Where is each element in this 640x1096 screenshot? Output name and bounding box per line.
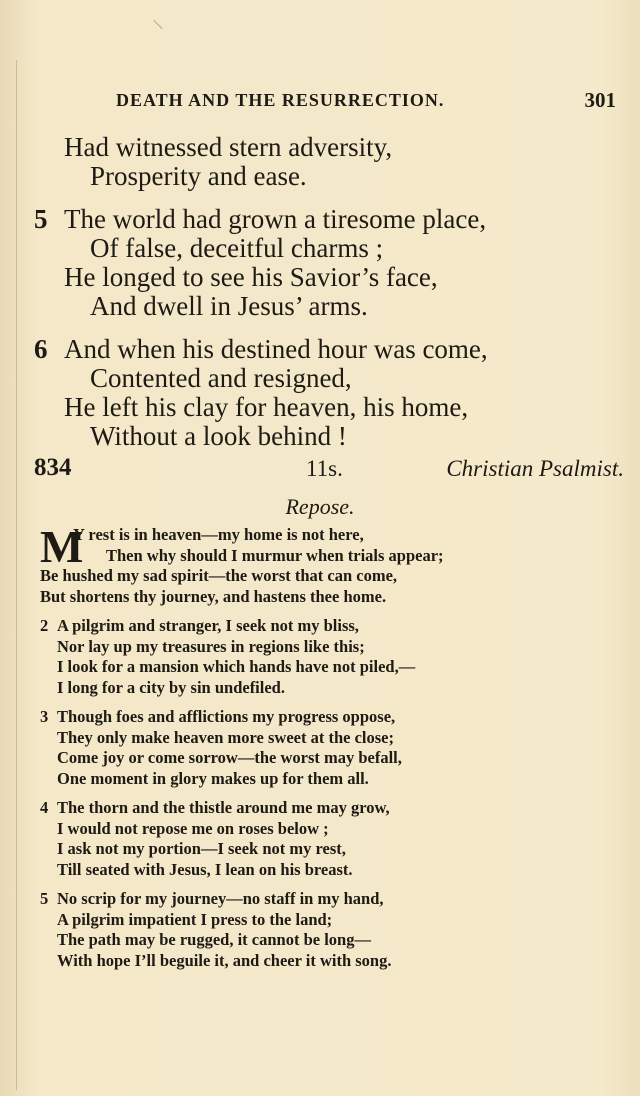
verse-line: Nor lay up my treasures in regions like this; xyxy=(57,636,365,656)
verse-number: 5 xyxy=(40,889,49,908)
hymn-title: Repose. xyxy=(285,494,355,519)
verse-line: Without a look behind ! xyxy=(90,421,347,451)
verse-line: The path may be rugged, it cannot be long— xyxy=(57,930,371,949)
hymn-number: 834 xyxy=(34,454,72,481)
running-head: DEATH AND THE RESURRECTION. xyxy=(116,90,445,110)
hymn-heading xyxy=(34,454,624,486)
hymn-meter: 11s. xyxy=(306,456,343,481)
previous-hymn-verses xyxy=(34,133,624,465)
verse-line: And dwell in Jesus’ arms. xyxy=(90,291,368,321)
verse-line: Though foes and afflictions my progress oppose, xyxy=(57,707,396,726)
verse-line: Y rest is in heaven—my home is not here, xyxy=(73,525,364,544)
verse xyxy=(40,521,630,607)
corner-mark xyxy=(153,20,162,29)
verse-line: Till seated with Jesus, I lean on his breast. xyxy=(57,859,353,879)
verse-line: Of false, deceitful charms ; xyxy=(90,233,384,263)
verse-line: Then why should I murmur when trials appear; xyxy=(106,545,444,565)
drop-cap: M xyxy=(40,521,84,572)
verse-line: No scrip for my journey—no staff in my hand, xyxy=(57,889,384,908)
verse-number: 2 xyxy=(40,616,49,635)
verse-number: 5 xyxy=(34,204,48,234)
hymn-source: Christian Psalmist. xyxy=(446,456,624,481)
verse-line: A pilgrim and stranger, I seek not my bliss, xyxy=(57,616,359,635)
verse xyxy=(34,205,624,321)
verse-line: Come joy or come sorrow—the worst may befall, xyxy=(57,748,402,767)
verse-line: Be hushed my sad spirit—the worst that can come, xyxy=(40,566,398,585)
verse-line: Prosperity and ease. xyxy=(90,161,307,191)
page-header xyxy=(116,88,616,112)
verse-line: I would not repose me on roses below ; xyxy=(57,818,329,838)
verse-line: They only make heaven more sweet at the close; xyxy=(57,727,394,747)
verse-line: I long for a city by sin undefiled. xyxy=(57,677,285,697)
verse-line: Had witnessed stern adversity, xyxy=(64,132,393,162)
verse-line: A pilgrim impatient I press to the land; xyxy=(57,909,333,929)
verse-line: I look for a mansion which hands have not piled,— xyxy=(57,657,416,676)
verse-line: But shortens thy journey, and hastens thee home. xyxy=(40,586,387,606)
verse-line: He longed to see his Savior’s face, xyxy=(64,262,438,292)
verse-line: The thorn and the thistle around me may grow, xyxy=(57,798,390,817)
verse-number: 6 xyxy=(34,334,48,364)
page-number: 301 xyxy=(584,88,616,112)
hymn-verses xyxy=(40,521,630,980)
verse xyxy=(40,707,630,789)
verse-line: He left his clay for heaven, his home, xyxy=(64,392,469,422)
verse-line: Contented and resigned, xyxy=(90,363,352,393)
verse-line: The world had grown a tiresome place, xyxy=(64,204,487,234)
verse-number: 4 xyxy=(40,798,49,817)
verse-line: With hope I’ll beguile it, and cheer it with song. xyxy=(57,950,392,970)
verse xyxy=(34,335,624,451)
verse xyxy=(34,133,624,191)
page-edge-rule xyxy=(16,60,17,1090)
verse xyxy=(40,889,630,971)
verse-line: I ask not my portion—I seek not my rest, xyxy=(57,839,346,858)
verse-line: One moment in glory makes up for them all. xyxy=(57,768,369,788)
verse-line: And when his destined hour was come, xyxy=(64,334,488,364)
verse xyxy=(40,798,630,880)
verse xyxy=(40,616,630,698)
verse-number: 3 xyxy=(40,707,49,726)
